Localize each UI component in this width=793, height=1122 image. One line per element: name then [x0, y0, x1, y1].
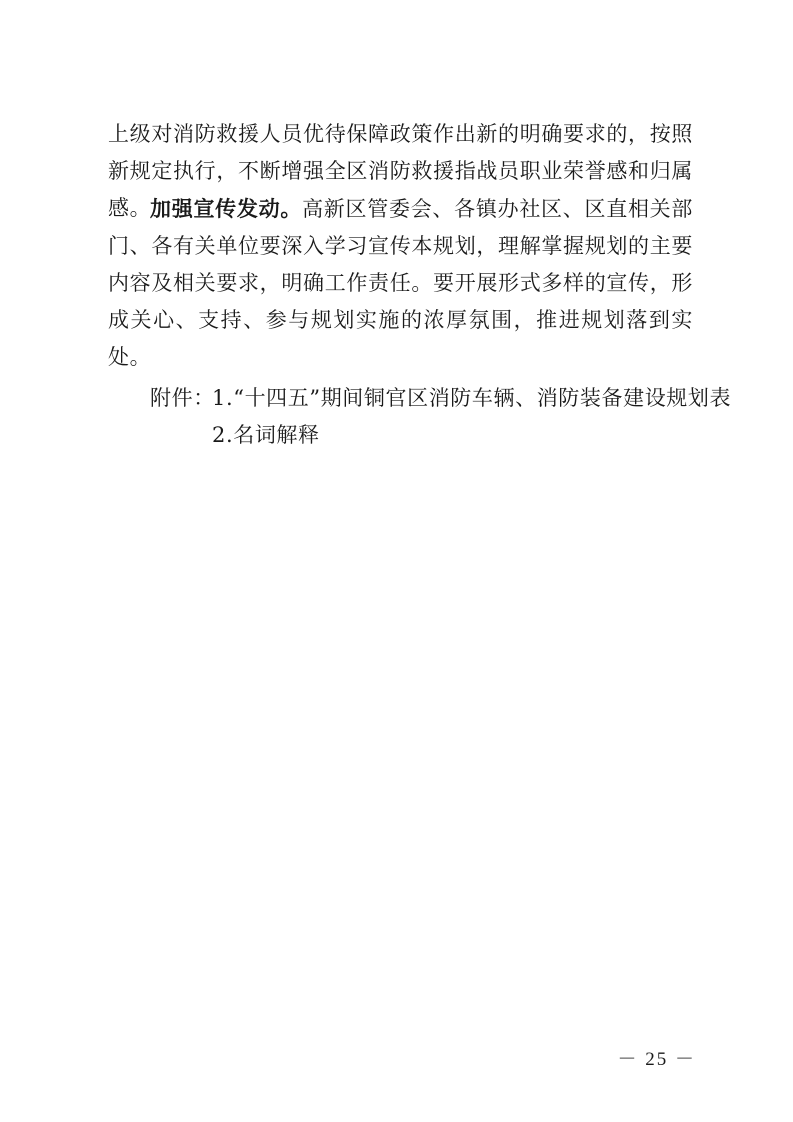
body-paragraph-2	[108, 190, 693, 376]
attachment-row-2	[150, 417, 731, 454]
paragraph-lead-heading: 加强宣传发动。	[150, 196, 303, 221]
attachment-item-2: 2.名词解释	[212, 423, 320, 447]
body-paragraph-1: 上级对消防救援人员优待保障政策作出新的明确要求的，按照新规定执行，不断增强全区消防救援指战员职业荣誉感和归属感。	[108, 122, 693, 220]
page-number: － 25 －	[617, 1049, 696, 1070]
attachments-list	[150, 380, 731, 454]
paragraph-body-text: 高新区管委会、各镇办社区、区直相关部门、各有关单位要深入学习宣传本规划，理解掌握规划的主要内容及相关要求，明确工作责任。要开展形式多样的宣传，形成关心、支持、参与规划实施的浓厚氛围，推进规划落到实处。	[108, 197, 693, 369]
attachment-item-1: 1.“十四五”期间铜官区消防车辆、消防装备建设规划表	[212, 386, 732, 410]
attachments-label: 附件：	[150, 386, 215, 410]
attachment-row-1	[150, 380, 731, 417]
